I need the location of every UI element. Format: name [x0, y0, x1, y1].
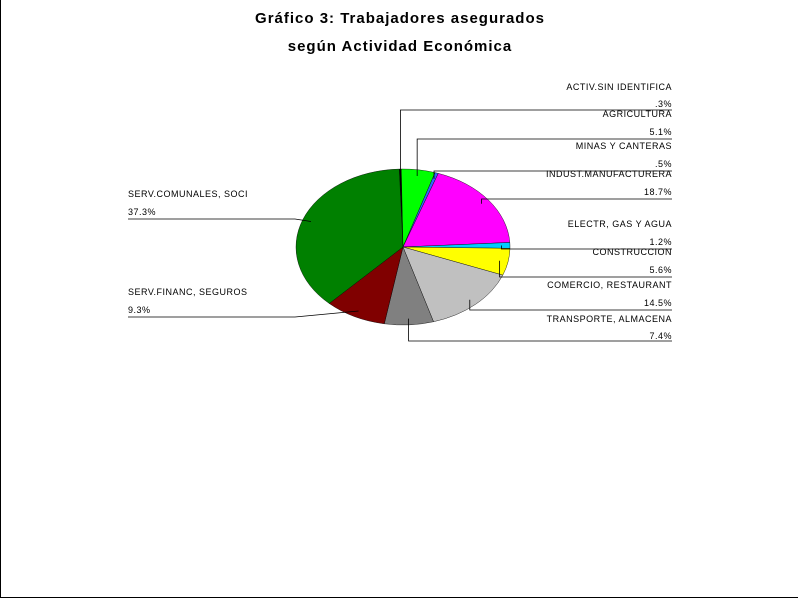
slice-label-10: SERV.COMUNALES, SOCI	[128, 189, 249, 199]
leader-line-10	[128, 219, 311, 222]
leader-line-9	[128, 311, 359, 317]
slice-label-2: AGRICULTURA	[602, 109, 672, 119]
slice-percent-5: 1.2%	[649, 237, 672, 247]
leader-line-4	[482, 199, 672, 204]
slice-label-7: COMERCIO, RESTAURANT	[547, 280, 672, 290]
slice-label-3: MINAS Y CANTERAS	[575, 141, 672, 151]
slice-percent-4: 18.7%	[643, 187, 672, 197]
chart-title: Gráfico 3: Trabajadores asegurados	[255, 10, 545, 27]
slice-label-5: ELECTR, GAS Y AGUA	[567, 219, 672, 229]
leader-line-7	[470, 300, 672, 310]
slice-percent-2: 5.1%	[649, 127, 672, 137]
slice-percent-8: 7.4%	[649, 331, 672, 341]
slice-percent-10: 37.3%	[128, 207, 157, 217]
slice-label-1: ACTIV.SIN IDENTIFICA	[566, 82, 672, 92]
slice-percent-3: .5%	[654, 159, 672, 169]
slice-percent-9: 9.3%	[128, 305, 151, 315]
slice-label-9: SERV.FINANC, SEGUROS	[128, 287, 248, 297]
slice-label-8: TRANSPORTE, ALMACENA	[546, 314, 672, 324]
slice-percent-1: .3%	[654, 99, 672, 109]
slice-percent-7: 14.5%	[643, 298, 672, 308]
leader-line-6	[500, 261, 672, 277]
slice-label-6: CONSTRUCCION	[592, 247, 672, 257]
slice-percent-6: 5.6%	[649, 265, 672, 275]
slice-label-4: INDUST.MANUFACTURERA	[545, 169, 672, 179]
chart-subtitle: según Actividad Económica	[287, 38, 513, 55]
